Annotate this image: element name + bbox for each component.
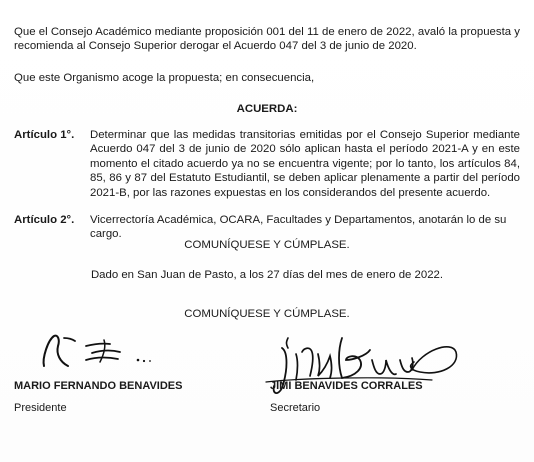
article-2-text: Vicerrectoría Académica, OCARA, Facultades y Departamentos, anotarán lo de su cargo. — [90, 214, 507, 241]
president-name: MARIO FERNANDO BENAVIDES — [14, 380, 183, 392]
president-role: Presidente — [14, 402, 67, 414]
date-line: Dado en San Juan de Pasto, a los 27 días del mes de enero de 2022. — [90, 269, 444, 281]
resolution-heading: ACUERDA: — [236, 103, 298, 115]
article-1-label: Artículo 1°. — [14, 129, 75, 141]
intro-paragraph-2: Que este Organismo acoge la propuesta; en consecuencia, — [14, 72, 315, 84]
closing-communique-2: COMUNÍQUESE Y CÚMPLASE. — [184, 308, 350, 320]
article-1-text: Determinar que las medidas transitorias emitidas por el Consejo Superior mediante Acuerdo 047 del 3 de junio de 2020 sólo aplican hasta el período 2021-A y en este momento el citado acuerdo ya no se encuentra vigente; por lo tanto, los artículos 84, 85, 86 y 87 del Estatuto Estudiantil, se deben aplicar plenamente a partir del período 2021-B, por las razones expuestas en los considerandos del presente acuerdo. — [90, 129, 520, 199]
article-2-label: Artículo 2°. — [14, 214, 75, 226]
intro-paragraph-1: Que el Consejo Académico mediante proposición 001 del 11 de enero de 2022, avaló la propuesta y recomienda al Consejo Superior derogar el Acuerdo 047 del 3 de junio de 2020. — [14, 26, 520, 53]
secretary-name: JIMI BENAVIDES CORRALES — [270, 380, 423, 392]
closing-communique-1: COMUNÍQUESE Y CÚMPLASE. — [184, 239, 350, 251]
secretary-role: Secretario — [270, 402, 321, 414]
president-signature-icon — [20, 326, 200, 386]
